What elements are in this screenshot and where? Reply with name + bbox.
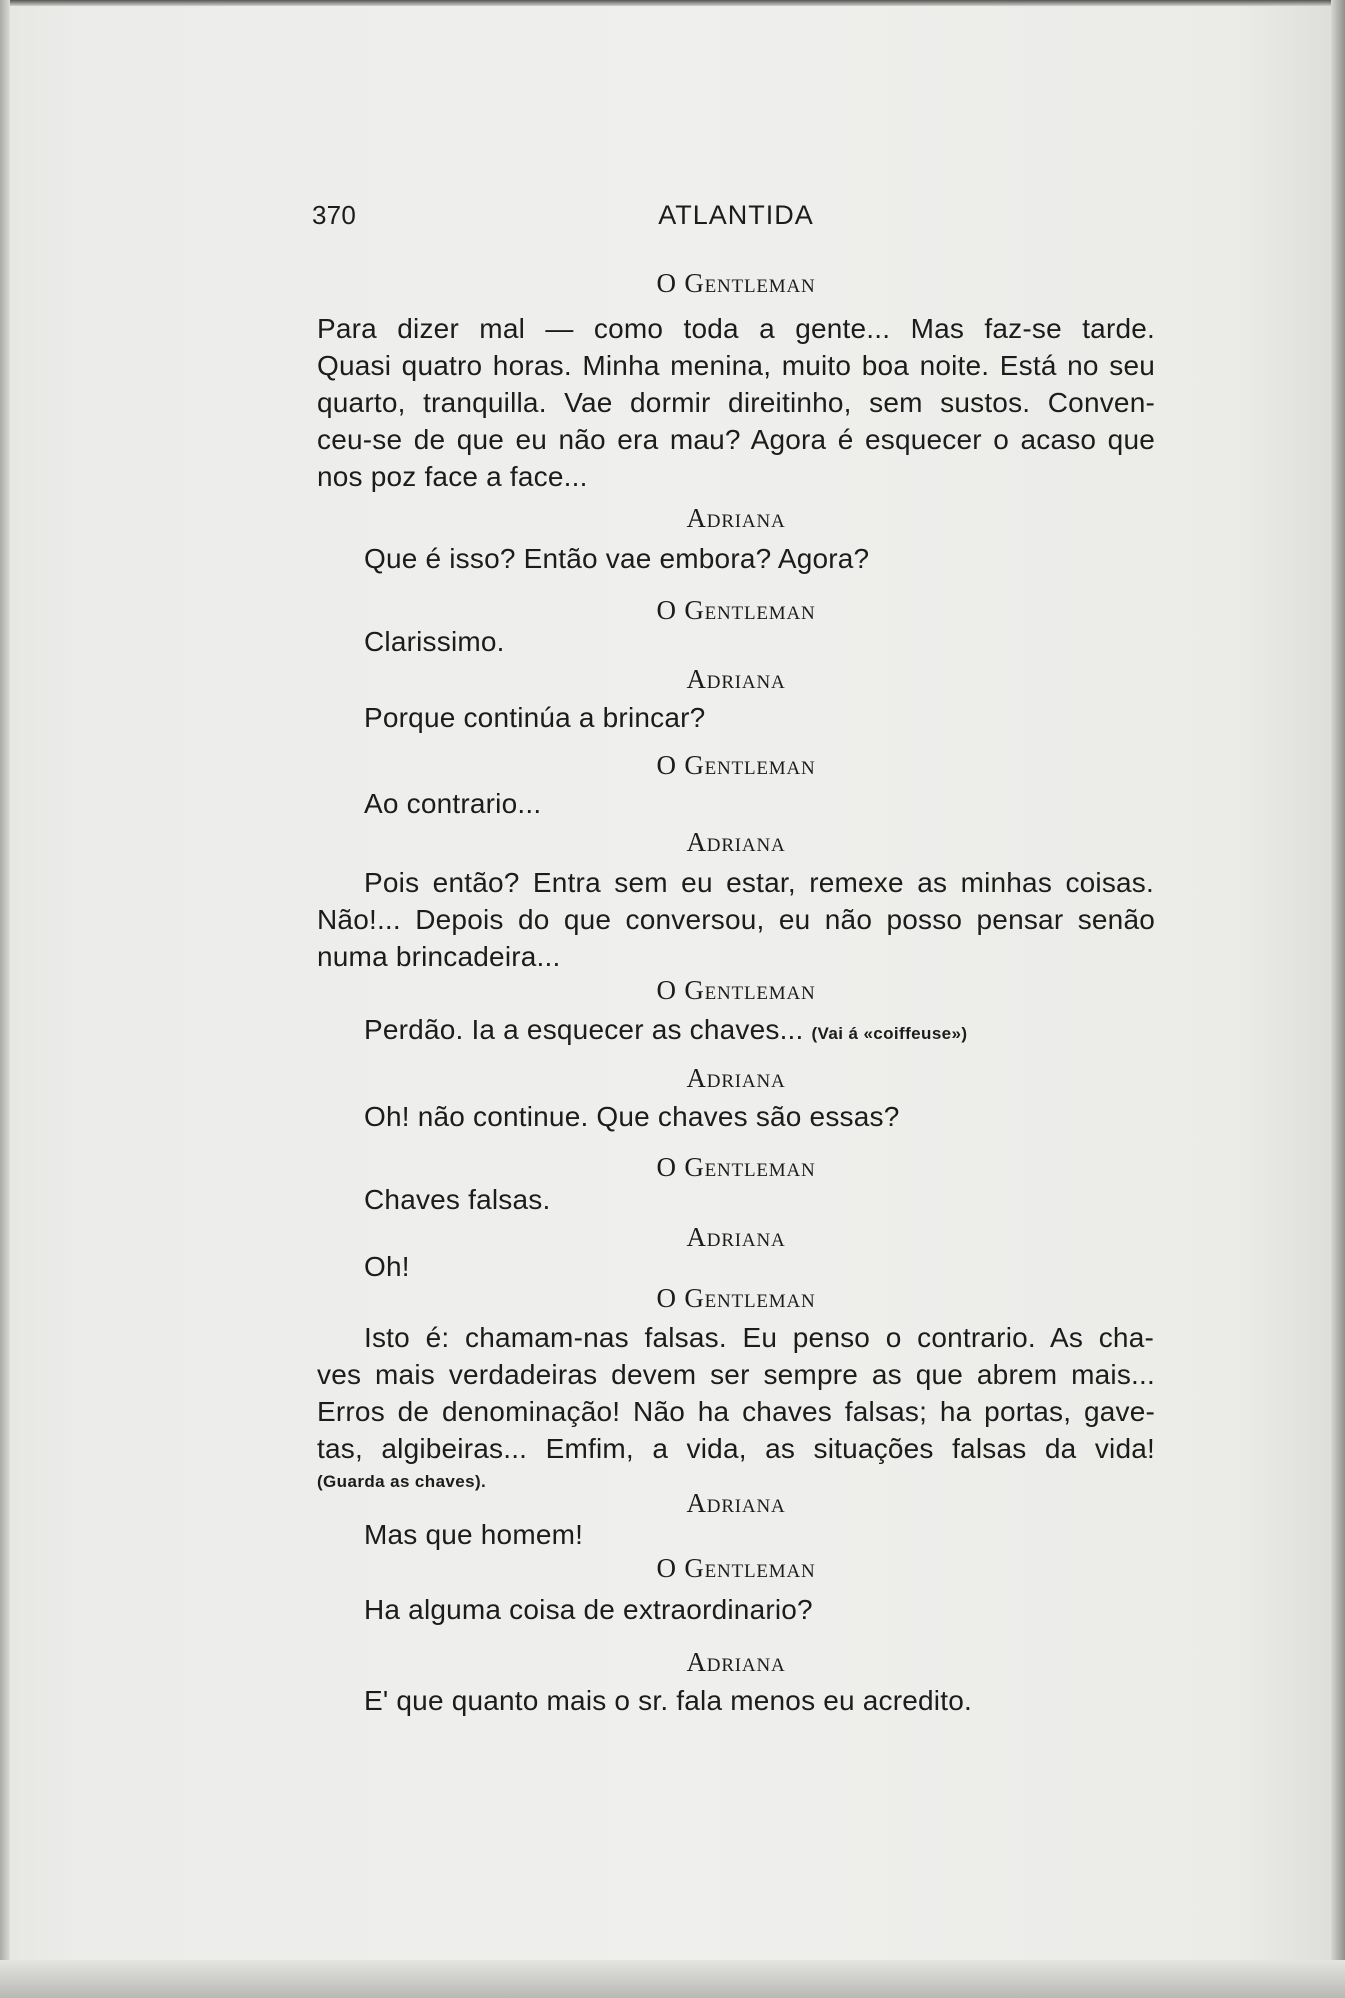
- dialogue-line: Quasi quatro horas. Minha menina, muito boa noite. Está no seu: [317, 350, 1155, 381]
- page-top-edge: [0, 0, 1345, 6]
- speaker-gentleman: O Gentleman: [656, 1553, 816, 1583]
- dialogue-line: Chaves falsas.: [364, 1184, 551, 1215]
- page-number: 370: [312, 200, 356, 230]
- stage-direction: (Vai á «coiffeuse»): [811, 1024, 968, 1043]
- page-bottom-edge: [0, 1960, 1345, 1998]
- dialogue-line: E' que quanto mais o sr. fala menos eu acredito.: [364, 1685, 972, 1716]
- speaker-adriana: Adriana: [686, 1063, 786, 1093]
- dialogue-line: Porque continúa a brincar?: [364, 702, 706, 733]
- stage-direction: (Guarda as chaves).: [317, 1472, 487, 1491]
- dialogue-text: Perdão. Ia a esquecer as chaves...: [364, 1014, 804, 1045]
- running-title: ATLANTIDA: [658, 200, 814, 230]
- dialogue-line: ves mais verdadeiras devem ser sempre as que abrem mais...: [317, 1359, 1155, 1390]
- dialogue-line: Ao contrario...: [364, 788, 542, 819]
- speaker-adriana: Adriana: [686, 1488, 786, 1518]
- dialogue-line: [364, 1014, 967, 1046]
- speaker-gentleman: O Gentleman: [656, 1283, 816, 1313]
- dialogue-line: Para dizer mal — como toda a gente... Mas faz-se tarde.: [317, 313, 1155, 344]
- dialogue-line: Clarissimo.: [364, 626, 505, 657]
- speaker-adriana: Adriana: [686, 664, 786, 694]
- dialogue-line: Erros de denominação! Não ha chaves falsas; ha portas, gave-: [317, 1396, 1155, 1427]
- dialogue-line: numa brincadeira...: [317, 941, 561, 972]
- dialogue-line: ceu-se de que eu não era mau? Agora é esquecer o acaso que: [317, 424, 1155, 455]
- speaker-gentleman: O Gentleman: [656, 750, 816, 780]
- dialogue-line: Oh! não continue. Que chaves são essas?: [364, 1101, 900, 1132]
- dialogue-line: Não!... Depois do que conversou, eu não posso pensar senão: [317, 904, 1155, 935]
- dialogue-line: Que é isso? Então vae embora? Agora?: [364, 543, 870, 574]
- speaker-adriana: Adriana: [686, 827, 786, 857]
- dialogue-line: Ha alguma coisa de extraordinario?: [364, 1594, 813, 1625]
- dialogue-line: quarto, tranquilla. Vae dormir direitinho, sem sustos. Conven-: [317, 387, 1155, 418]
- speaker-gentleman: O Gentleman: [656, 595, 816, 625]
- dialogue-line: Oh!: [364, 1251, 410, 1282]
- page-right-edge: [1331, 0, 1345, 1998]
- speaker-gentleman: O Gentleman: [656, 268, 816, 298]
- speaker-adriana: Adriana: [686, 1222, 786, 1252]
- speaker-gentleman: O Gentleman: [656, 1152, 816, 1182]
- running-header: [312, 200, 1160, 236]
- speaker-adriana: Adriana: [686, 503, 786, 533]
- dialogue-line: Isto é: chamam-nas falsas. Eu penso o contrario. As cha-: [364, 1322, 1154, 1353]
- dialogue-line: tas, algibeiras... Emfim, a vida, as situações falsas da vida!: [317, 1433, 1155, 1464]
- dialogue-line: nos poz face a face...: [317, 461, 588, 492]
- dialogue-line: Pois então? Entra sem eu estar, remexe as minhas coisas.: [364, 867, 1154, 898]
- dialogue-line: Mas que homem!: [364, 1519, 584, 1550]
- speaker-adriana: Adriana: [686, 1647, 786, 1677]
- speaker-gentleman: O Gentleman: [656, 975, 816, 1005]
- page-left-edge: [0, 0, 10, 1998]
